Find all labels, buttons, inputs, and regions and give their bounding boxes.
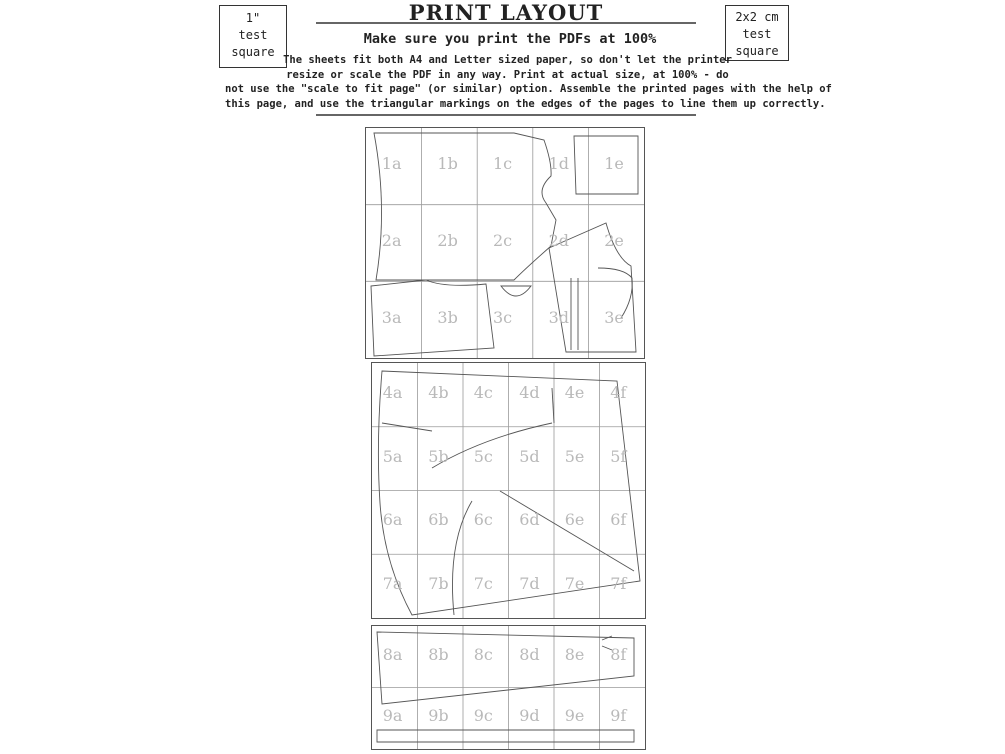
page-title: PRINT LAYOUT — [408, 0, 604, 25]
tile-label: 3b — [437, 307, 458, 327]
tile-label: 6b — [428, 510, 449, 530]
tile-label: 6f — [610, 510, 627, 530]
page-subtitle: Make sure you print the PDFs at 100% — [363, 31, 657, 47]
tile-label: 4a — [382, 382, 403, 402]
tile-label: 1a — [381, 154, 402, 174]
tile-label: 9c — [473, 706, 493, 726]
tile-label: 9f — [610, 706, 627, 726]
cm-test-square-line1: 2x2 cm — [735, 10, 779, 24]
tile-label: 5e — [564, 446, 585, 466]
tile-label: 3d — [548, 307, 570, 327]
tile-label: 9b — [428, 706, 449, 726]
tile-label: 7c — [473, 574, 493, 594]
tile-label: 3e — [604, 307, 624, 327]
tile-label: 7b — [428, 574, 449, 594]
tile-label: 9e — [564, 706, 585, 726]
tile-label: 9d — [519, 706, 540, 726]
title-rule-bottom — [316, 114, 696, 116]
tile-label: 7a — [382, 574, 403, 594]
tile-label: 2e — [604, 231, 624, 250]
tile-label: 2d — [548, 231, 570, 250]
instructions-line: not use the "scale to fit page" (or similar) option. Assemble the printed pages with the help of — [225, 83, 832, 95]
pattern-pieces-sheet-3 — [372, 626, 647, 751]
cm-test-square-line3: square — [735, 44, 779, 58]
cm-test-square-line2: test — [742, 27, 772, 41]
tile-label: 8c — [473, 644, 493, 664]
tile-label: 2a — [381, 231, 402, 250]
inch-test-square-line2: test — [238, 28, 268, 42]
tile-label: 3a — [381, 307, 402, 327]
pattern-sheet-1 — [365, 127, 645, 359]
tile-label: 8e — [564, 644, 585, 664]
tile-label: 1e — [604, 154, 624, 174]
tile-label: 6e — [564, 510, 585, 530]
tile-label: 4e — [564, 382, 585, 402]
instructions-line: this page, and use the triangular markings on the edges of the pages to line them up correctly. — [225, 97, 826, 110]
tile-label: 2c — [493, 231, 513, 250]
tile-label: 7e — [564, 574, 585, 594]
tile-label: 4c — [473, 382, 493, 402]
tile-label: 6d — [519, 510, 540, 530]
tile-label: 9a — [382, 706, 403, 726]
tile-label: 5f — [610, 446, 627, 466]
pattern-sheet-2 — [371, 362, 646, 619]
tile-label: 6c — [473, 510, 493, 530]
tile-label: 1d — [548, 154, 570, 174]
pattern-sheet-3 — [371, 625, 646, 750]
tile-label: 5c — [473, 446, 493, 466]
tile-label: 4f — [610, 382, 627, 402]
tile-label: 4d — [519, 382, 540, 402]
inch-test-square-line3: square — [231, 45, 275, 59]
tile-label: 1b — [437, 154, 458, 174]
tile-label: 2b — [437, 231, 458, 250]
tile-label: 5d — [519, 446, 540, 466]
tile-label: 8f — [610, 644, 627, 664]
tile-label: 8a — [382, 644, 403, 664]
tile-label: 3c — [493, 307, 513, 327]
tile-label: 5b — [428, 446, 449, 466]
instructions-paragraph — [225, 53, 832, 111]
tile-label: 7f — [610, 574, 627, 594]
tile-label: 1c — [493, 154, 513, 174]
inch-test-square-line1: 1" — [245, 11, 261, 25]
tile-label: 4b — [428, 382, 449, 402]
instructions-line: The sheets fit both A4 and Letter sized paper, so don't let the printer — [283, 54, 732, 66]
tile-label: 7d — [519, 574, 540, 594]
pattern-pieces-sheet-2 — [372, 363, 647, 620]
tile-label: 8d — [519, 644, 540, 664]
instructions-line: resize or scale the PDF in any way. Print at actual size, at 100% - do — [286, 68, 729, 81]
tile-label: 8b — [428, 644, 449, 664]
tile-label: 6a — [382, 510, 403, 530]
tile-label: 5a — [382, 446, 403, 466]
